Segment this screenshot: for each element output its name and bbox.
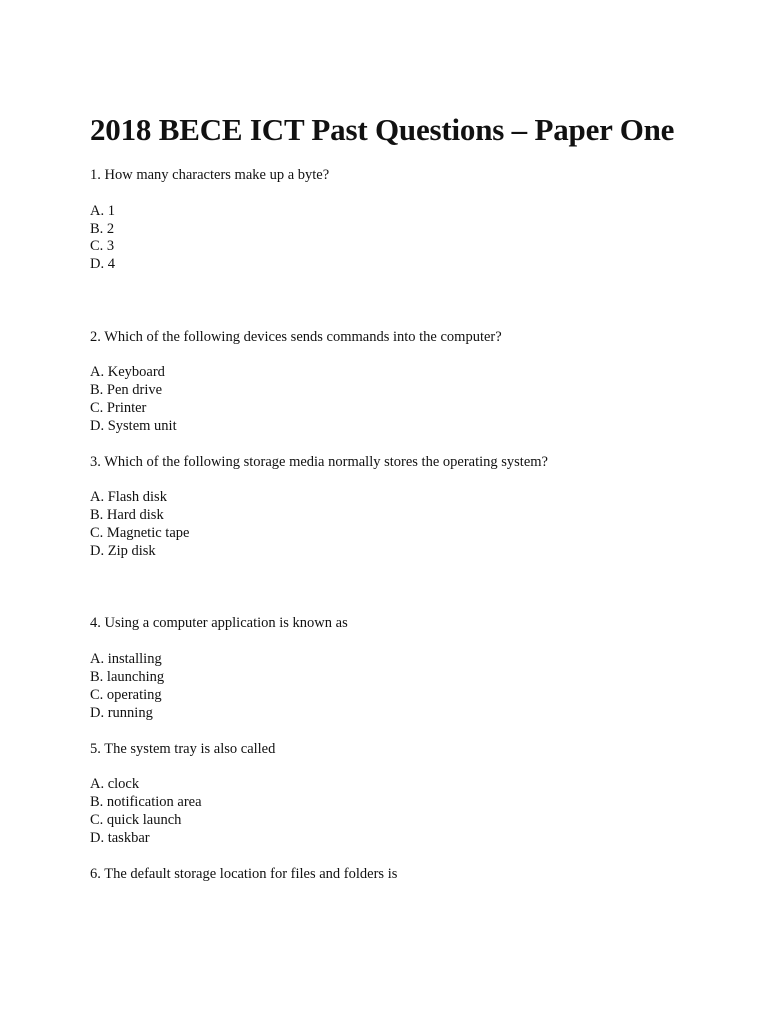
question-3-option-b: B. Hard disk: [90, 507, 164, 523]
question-3-option-d: D. Zip disk: [90, 543, 156, 559]
question-5-option-a: A. clock: [90, 776, 140, 792]
question-5-option-c: C. quick launch: [90, 812, 182, 828]
question-1-text: 1. How many characters make up a byte?: [90, 167, 330, 183]
question-1-option-a: A. 1: [90, 203, 115, 219]
question-2-option-b: B. Pen drive: [90, 382, 163, 398]
question-4-text: 4. Using a computer application is known as: [90, 615, 348, 631]
question-5-option-b: B. notification area: [90, 794, 202, 810]
question-4-option-d: D. running: [90, 705, 153, 721]
question-1-option-d: D. 4: [90, 256, 115, 272]
question-5-text: 5. The system tray is also called: [90, 741, 276, 757]
question-3-option-c: C. Magnetic tape: [90, 525, 190, 541]
question-4-option-c: C. operating: [90, 687, 162, 703]
question-3-text: 3. Which of the following storage media normally stores the operating system?: [90, 454, 548, 470]
question-5-option-d: D. taskbar: [90, 830, 150, 846]
question-4-option-b: B. launching: [90, 669, 165, 685]
question-2-text: 2. Which of the following devices sends commands into the computer?: [90, 329, 502, 345]
question-2-option-a: A. Keyboard: [90, 364, 165, 380]
question-1-option-c: C. 3: [90, 238, 115, 254]
question-6-text: 6. The default storage location for files and folders is: [90, 866, 398, 882]
question-1-option-b: B. 2: [90, 221, 115, 237]
question-2-option-c: C. Printer: [90, 400, 147, 416]
question-3-option-a: A. Flash disk: [90, 489, 167, 505]
page-title: 2018 BECE ICT Past Questions – Paper One: [90, 112, 675, 147]
question-4-option-a: A. installing: [90, 651, 162, 667]
question-2-option-d: D. System unit: [90, 418, 177, 434]
